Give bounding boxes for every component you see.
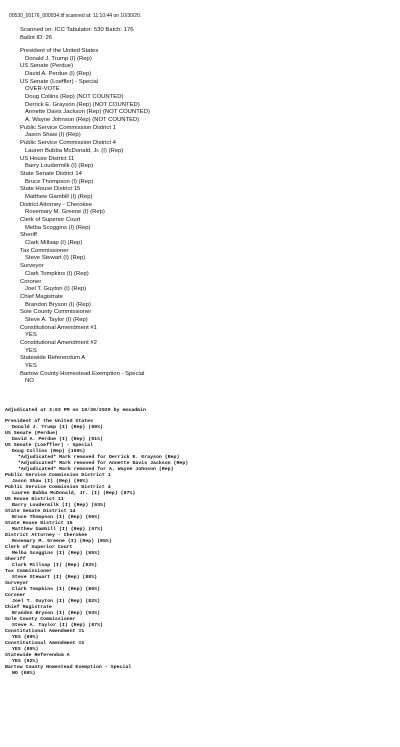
- adjudication-note: *Adjudicated* Mark removed for A. Wayne Johnson (Rep): [18, 467, 174, 472]
- selection-line: Steve Stewart (I) (Rep) (88%): [12, 575, 98, 580]
- selection-line: Clark Millsap (I) (Rep): [25, 240, 83, 247]
- contest-title: District Attorney - Cherokee: [20, 201, 93, 208]
- selection-line: Jason Shaw (I) (Rep) (96%): [12, 479, 89, 484]
- selection-line: Bruce Thompson (I) (Rep) (96%): [12, 515, 101, 520]
- selection-line: A. Wayne Johnson (Rep) (NOT COUNTED): [25, 117, 140, 124]
- contest-title: District Attorney - Cherokee: [5, 533, 88, 538]
- selection-line: Lauren Bubba McDonald, Jr. (I) (Rep) (87%): [12, 491, 136, 496]
- selection-line: YES (92%): [12, 659, 39, 664]
- selection-line: Steve A. Taylor (I) (Rep) (87%): [12, 623, 103, 628]
- selection-line: YES: [25, 332, 37, 339]
- adjudication-note: *Adjudicated* Mark removed for Annette Davis Jackson (Rep): [18, 461, 189, 466]
- selection-line: Joel T. Guyton (I) (Rep) (82%): [12, 599, 101, 604]
- selection-line: Barry Loudermilk (I) (Rep) (93%): [12, 503, 106, 508]
- selection-line: Brandon Bryson (I) (Rep) (93%): [12, 611, 101, 616]
- contest-title: US House District 11: [5, 497, 64, 502]
- selection-line: Brandon Bryson (I) (Rep): [25, 301, 91, 308]
- selection-line: Rosemary M. Greene (I) (Rep): [25, 209, 105, 216]
- contest-title: Sheriff: [20, 232, 37, 239]
- selection-line: YES (89%): [12, 647, 39, 652]
- ballot-section: [20, 27, 380, 386]
- adjudication-section: [5, 408, 395, 677]
- selection-line: Steve Stewart (I) (Rep): [25, 255, 86, 262]
- contest-title: State House District 15: [5, 521, 73, 526]
- contest-title: Constitutional Amendment #1: [20, 324, 97, 331]
- contest-title: Surveyor: [20, 263, 44, 270]
- selection-line: Melba Scoggins (I) (Rep) (95%): [12, 551, 101, 556]
- selection-line: Derrick E. Grayson (Rep) (NOT COUNTED): [25, 101, 140, 108]
- scan-header: 00530_00176_000034.tif scanned at: 11:10:44 on 10/30/20.: [9, 13, 142, 19]
- selection-line: YES: [25, 363, 37, 370]
- contest-title: Surveyor: [5, 581, 29, 586]
- contest-title: Constitutional Amendment #2: [20, 340, 97, 346]
- contest-title: Public Service Commission District 4: [5, 485, 111, 490]
- scan-meta-line: Scanned on: ICC Tabulator: 530 Batch: 176: [20, 27, 134, 33]
- contest-title: State House District 15: [20, 186, 81, 193]
- contest-title: Constitutional Amendment #1: [5, 629, 85, 634]
- selection-line: Annette Davis Jackson (Rep) (NOT COUNTED): [25, 109, 150, 116]
- ballot-contest-list: [20, 48, 380, 386]
- selection-line: Doug Collins (Rep) (100%): [12, 449, 86, 454]
- contest-title: Bartow County Homestead Exemption - Special: [5, 665, 132, 670]
- selection-line: Barry Loudermilk (I) (Rep): [25, 163, 94, 170]
- contest-title: Clerk of Superior Court: [5, 545, 73, 550]
- contest-title: Public Service Commission District 1: [5, 473, 111, 478]
- selection-line: David A. Perdue (I) (Rep): [25, 70, 92, 77]
- selection-line: OVER-VOTE: [25, 86, 60, 93]
- contest-title: US Senate (Loeffler) - Special: [20, 78, 99, 85]
- selection-line: Matthew Gambill (I) (Rep): [25, 193, 93, 200]
- selection-line: David A. Perdue (I) (Rep) (91%): [12, 437, 103, 442]
- contest-title: Coroner: [20, 278, 42, 285]
- selection-line: Steve A. Taylor (I) (Rep): [25, 316, 88, 323]
- contest-title: Public Service Commission District 1: [20, 124, 116, 131]
- selection-line: Jason Shaw (I) (Rep): [25, 132, 81, 139]
- contest-title: President of the United States: [20, 47, 99, 54]
- selection-line: Melba Scoggins (I) (Rep): [25, 224, 91, 231]
- adjudication-note: *Adjudicated* Mark removed for Derrick E. Grayson (Rep): [18, 455, 180, 460]
- selection-line: YES (89%): [12, 635, 39, 640]
- contest-title: Sheriff: [5, 557, 26, 562]
- selection-line: Clark Millsap (I) (Rep) (83%): [12, 563, 98, 568]
- contest-title: Sole County Commissioner: [20, 309, 92, 316]
- adjudicated-line: Adjudicated at 3:03 PM on 10/30/2020 by emsadmin: [5, 408, 146, 413]
- selection-line: Clark Tompkins (I) (Rep): [25, 270, 89, 277]
- adjudication-list: [5, 419, 395, 677]
- selection-line: Joel T. Guyton (I) (Rep): [25, 286, 87, 293]
- contest-title: US Senate (Perdue): [5, 431, 58, 436]
- contest-title: State Senate District 14: [5, 509, 76, 514]
- selection-line: Rosemary M. Greene (I) (Rep) (85%): [12, 539, 112, 544]
- selection-line: Clark Tompkins (I) (Rep) (86%): [12, 587, 101, 592]
- selection-line: Bruce Thompson (I) (Rep): [25, 178, 94, 185]
- contest-title: Sole County Commissioner: [5, 617, 76, 622]
- contest-title: Statewide Referendum A: [20, 355, 86, 362]
- contest-title: Public Service Commission District 4: [20, 140, 116, 147]
- selection-line: NO (89%): [12, 671, 36, 676]
- selection-line: NO: [25, 378, 34, 385]
- selection-line: Doug Collins (Rep) (NOT COUNTED): [25, 94, 124, 100]
- selection-line: Lauren Bubba McDonald, Jr. (I) (Rep): [25, 147, 124, 154]
- contest-title: US House District 11: [20, 155, 75, 162]
- contest-title: Statewide Referendum A: [5, 653, 70, 658]
- contest-title: US Senate (Perdue): [20, 63, 74, 70]
- contest-title: Coroner: [5, 593, 26, 598]
- contest-title: Chief Magistrate: [20, 293, 63, 300]
- selection-line: Donald J. Trump (I) (Rep): [25, 55, 92, 62]
- contest-title: Chief Magistrate: [5, 605, 52, 610]
- contest-title: US Senate (Loeffler) - Special: [5, 443, 94, 448]
- ballot-id-line: Ballot ID: 26: [20, 34, 53, 41]
- contest-title: Tax Commissioner: [20, 247, 69, 254]
- contest-title: Clerk of Superior Court: [20, 217, 81, 223]
- contest-title: Constitutional Amendment #2: [5, 641, 85, 646]
- selection-line: Matthew Gambill (I) (Rep) (97%): [12, 527, 103, 532]
- contest-title: Bartow County Homestead Exemption - Special: [20, 370, 145, 377]
- contest-title: State Senate District 14: [20, 170, 82, 177]
- contest-title: President of the United States: [5, 419, 94, 424]
- selection-line: Donald J. Trump (I) (Rep) (69%): [12, 425, 103, 430]
- contest-title: Tax Commissioner: [5, 569, 52, 574]
- selection-line: YES: [25, 347, 37, 354]
